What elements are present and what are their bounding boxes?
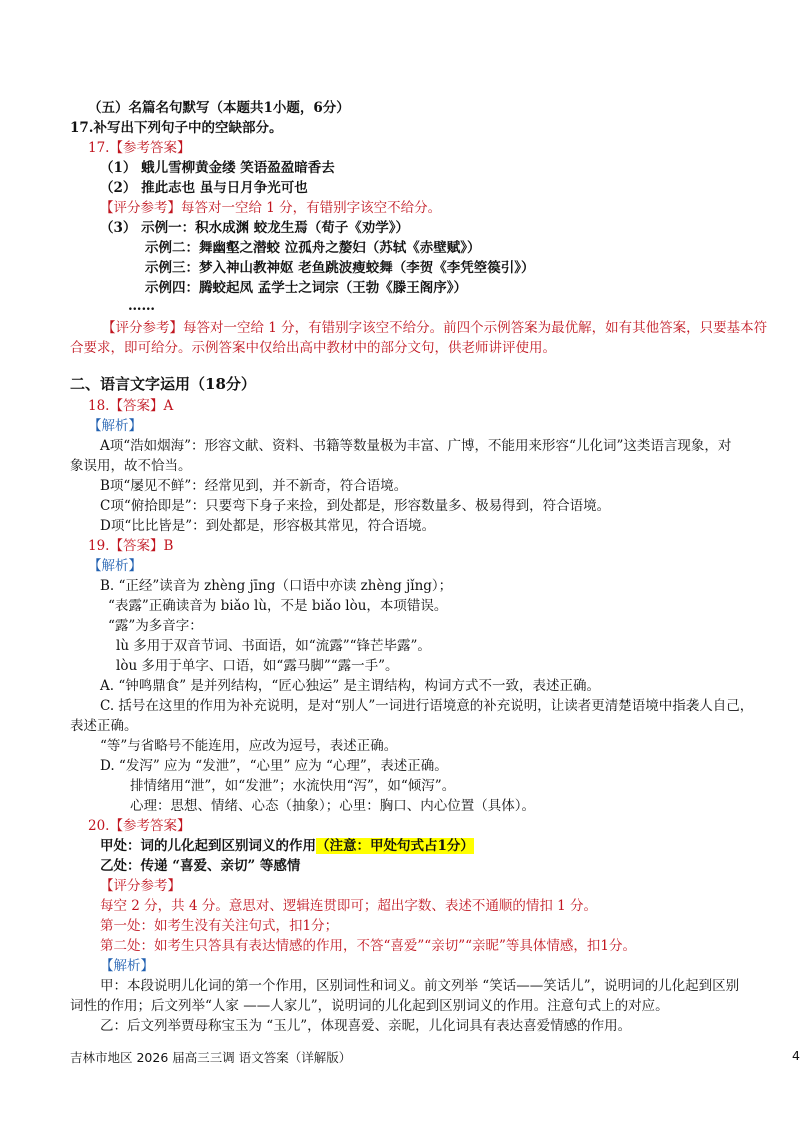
- q18-option-a-line1: A项“浩如烟海”：形容文献、资料、书籍等数量极为丰富、广博，不能用来形容“儿化词”这类语言现象，对: [100, 438, 732, 454]
- q17-score-ref-2-line1: 【评分参考】每答对一空给 1 分，有错别字该空不给分。前四个示例答案为最优解，如有其他答案，只要基本符: [102, 320, 768, 336]
- q20-jia-note-highlight: （注意：甲处句式占1分）: [316, 838, 474, 854]
- q19-b-line3: “露”为多音字：: [108, 618, 203, 634]
- q19-answer: 19.【答案】B: [88, 538, 174, 554]
- q17-score-ref-1: 【评分参考】每答对一空给 1 分，有错别字该空不给分。: [100, 200, 442, 216]
- q20-reference-label: 20.【参考答案】: [88, 818, 191, 834]
- q19-c-line3: “等”与省略号不能连用，应改为逗号，表述正确。: [100, 738, 398, 754]
- q19-d-line2: 排情绪用“泄”，如“发泄”；水流快用“泻”，如“倾泻”。: [130, 778, 456, 794]
- q20-score-label: 【评分参考】: [100, 878, 181, 894]
- q17-answer-3: （3） 示例一：积水成渊 蛟龙生焉（荀子《劝学》）: [100, 220, 410, 236]
- q20-score-line2: 第一处：如考生没有关注句式，扣1分；: [100, 918, 339, 934]
- section-two-heading: 二、语言文字运用（18分）: [70, 375, 256, 393]
- q19-b-line1: B. “正经”读音为 zhèng jīng（口语中亦读 zhèng jǐng）；: [100, 578, 453, 594]
- q20-score-line3: 第二处：如考生只答具有表达情感的作用，不答“喜爱”“亲切”“亲昵”等具体情感，扣1分。: [100, 938, 636, 954]
- q20-yi-answer: 乙处：传递 “喜爱、亲切” 等感情: [100, 858, 301, 874]
- q17-title: 17.补写出下列句子中的空缺部分。: [70, 120, 283, 136]
- q17-answer-1: （1） 蛾儿雪柳黄金缕 笑语盈盈暗香去: [100, 160, 335, 176]
- q19-b-line4: lù 多用于双音节词、书面语，如“流露”“锋芒毕露”。: [116, 638, 431, 654]
- q19-c-line2: 表述正确。: [70, 718, 138, 734]
- q20-analysis-line2: 词性的作用；后文列举“人家 ——人家儿”，说明词的儿化起到区别词义的作用。注意句式上的对应。: [70, 998, 669, 1014]
- q20-analysis-line1: 甲：本段说明儿化词的第一个作用，区别词性和词义。前文列举 “笑话——笑话儿”，说明词的儿化起到区别: [100, 978, 740, 994]
- q20-analysis-line3: 乙：后文列举贾母称宝玉为 “玉儿”，体现喜爱、亲昵，儿化词具有表达喜爱情感的作用。: [100, 1018, 632, 1034]
- q19-b-line5: lòu 多用于单字、口语，如“露马脚”“露一手”。: [116, 658, 399, 674]
- q17-example-4: 示例四：腾蛟起凤 孟学士之词宗（王勃《滕王阁序》）: [145, 280, 467, 296]
- q20-analysis-label: 【解析】: [100, 958, 154, 974]
- q17-ellipsis: ……: [128, 298, 155, 314]
- q18-option-d: D项“比比皆是”：到处都是，形容极其常见，符合语境。: [100, 518, 436, 534]
- q18-option-b: B项“屡见不鲜”：经常见到，并不新奇，符合语境。: [100, 478, 408, 494]
- q18-option-c: C项“俯拾即是”：只要弯下身子来捡，到处都是，形容数量多、极易得到，符合语境。: [100, 498, 611, 514]
- q17-score-ref-2-line2: 合要求，即可给分。示例答案中仅给出高中教材中的部分文句，供老师讲评使用。: [70, 340, 556, 356]
- q19-option-a: A. “钟鸣鼎食” 是并列结构，“匠心独运” 是主谓结构，构词方式不一致，表述正确。: [100, 678, 601, 694]
- q18-analysis-label: 【解析】: [88, 418, 142, 434]
- q19-analysis-label: 【解析】: [88, 558, 142, 574]
- q20-score-line1: 每空 2 分，共 4 分。意思对、逻辑连贯即可；超出字数、表述不通顺的情扣 1 分。: [100, 898, 598, 914]
- q20-jia-answer: [100, 836, 474, 856]
- q20-jia-text: 甲处：词的儿化起到区别词义的作用: [100, 838, 316, 854]
- page-footer: 吉林市地区 2026 届高三三调 语文答案（详解版）: [70, 1050, 352, 1065]
- q17-example-2: 示例二：舞幽壑之潜蛟 泣孤舟之嫠妇（苏轼《赤壁赋》）: [145, 240, 481, 256]
- q18-option-a-line2: 象误用，故不恰当。: [70, 458, 192, 474]
- q19-d-line3: 心理：思想、情绪、心态（抽象）；心里：胸口、内心位置（具体）。: [130, 798, 535, 814]
- q17-answer-2: （2） 推此志也 虽与日月争光可也: [100, 180, 308, 196]
- q17-example-3: 示例三：梦入神山教神妪 老鱼跳波瘦蛟舞（李贺《李凭箜篌引》）: [145, 260, 535, 276]
- q17-reference-label: 17.【参考答案】: [88, 140, 191, 156]
- q18-answer: 18.【答案】A: [88, 398, 174, 414]
- q19-d-line1: D. “发泻” 应为 “发泄”，“心里” 应为 “心理”，表述正确。: [100, 758, 448, 774]
- q19-c-line1: C. 括号在这里的作用为补充说明，是对“别人”一词进行语境意的补充说明，让读者更清楚语境中指袭人自己，: [100, 698, 754, 714]
- q19-b-line2: “表露”正确读音为 biǎo lù，不是 biǎo lòu，本项错误。: [108, 598, 448, 614]
- page-number: 4: [792, 1048, 800, 1063]
- section-five-heading: （五）名篇名句默写（本题共1小题，6分）: [88, 100, 350, 116]
